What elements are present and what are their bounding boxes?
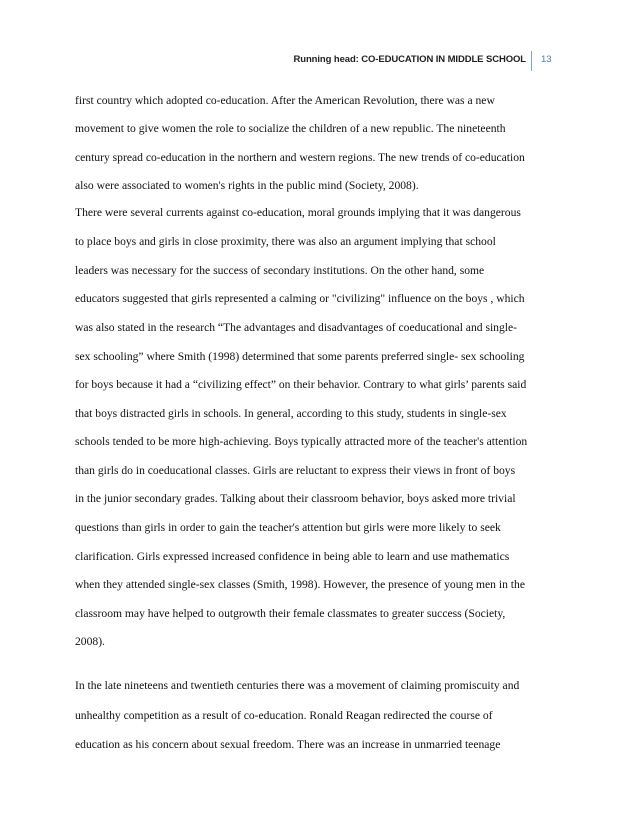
text-line: to place boys and girls in close proximity, there was also an argument implying that school — [75, 235, 496, 248]
text-line: also were associated to women's rights in the public mind (Society, 2008). — [75, 179, 419, 192]
text-line: when they attended single-sex classes (Smith, 1998). However, the presence of young men in the — [75, 578, 525, 591]
text-line: century spread co-education in the northern and western regions. The new trends of co-education — [75, 151, 525, 164]
text-line: sex schooling” where Smith (1998) determined that some parents preferred single- sex schooling — [75, 350, 525, 363]
text-line: unhealthy competition as a result of co-education. Ronald Reagan redirected the course of — [75, 709, 493, 722]
text-line: was also stated in the research “The advantages and disadvantages of coeducational and single- — [75, 321, 518, 334]
text-line: 2008). — [75, 635, 105, 648]
text-line: leaders was necessary for the success of secondary institutions. On the other hand, some — [75, 264, 485, 277]
text-line: than girls do in coeducational classes. Girls are reluctant to express their views in front of boys — [75, 464, 516, 477]
text-line: There were several currents against co-education, moral grounds implying that it was dangerous — [75, 206, 521, 219]
text-line: In the late nineteens and twentieth centuries there was a movement of claiming promiscuity and — [75, 679, 520, 692]
text-line: questions than girls in order to gain the teacher's attention but girls were more likely to seek — [75, 521, 501, 534]
text-line: education as his concern about sexual freedom. There was an increase in unmarried teenage — [75, 738, 501, 751]
header-divider — [531, 51, 532, 71]
text-line: educators suggested that girls represented a calming or "civilizing" influence on the boys , which — [75, 292, 525, 305]
text-line: schools tended to be more high-achieving. Boys typically attracted more of the teacher's attention — [75, 435, 528, 448]
text-line: clarification. Girls expressed increased confidence in being able to learn and use mathematics — [75, 550, 510, 563]
text-line: first country which adopted co-education. After the American Revolution, there was a new — [75, 94, 495, 107]
page-header — [0, 51, 638, 71]
text-line: for boys because it had a “civilizing effect” on their behavior. Contrary to what girls’ parents said — [75, 378, 527, 391]
text-line: in the junior secondary grades. Talking about their classroom behavior, boys asked more trivial — [75, 492, 516, 505]
running-head: Running head: CO-EDUCATION IN MIDDLE SCHOOL — [293, 54, 526, 65]
page-number: 13 — [541, 54, 552, 65]
text-line: movement to give women the role to socialize the children of a new republic. The nineteenth — [75, 122, 506, 135]
text-line: that boys distracted girls in schools. In general, according to this study, students in single-sex — [75, 407, 507, 420]
text-line: classroom may have helped to outgrowth their female classmates to greater success (Society, — [75, 607, 506, 620]
